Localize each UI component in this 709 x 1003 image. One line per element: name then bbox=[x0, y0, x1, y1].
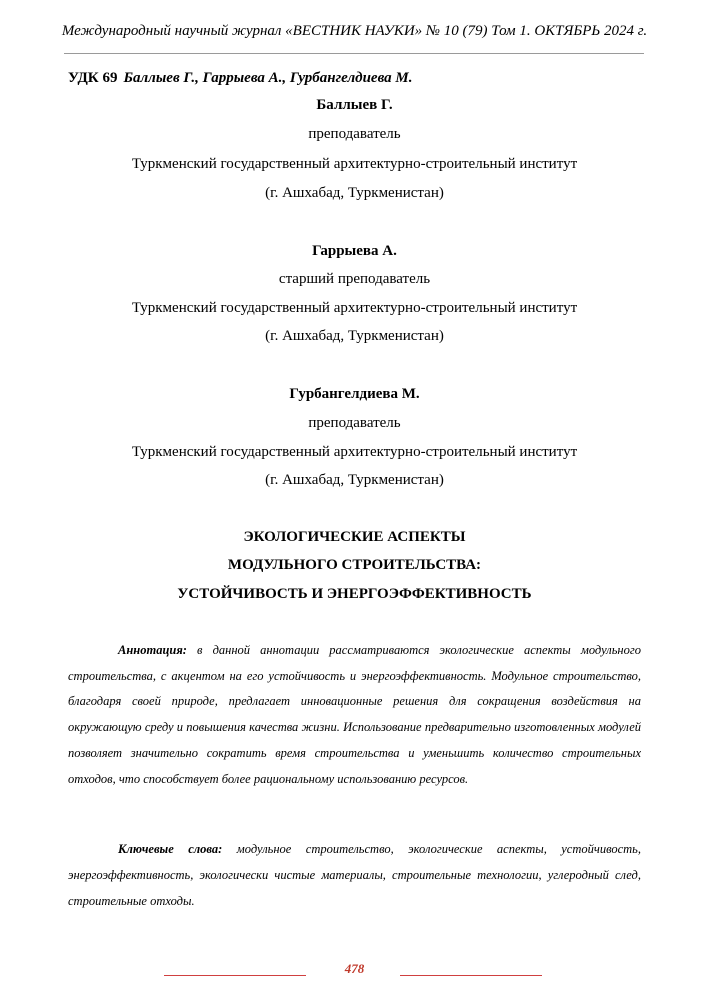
author-1-name: Баллыев Г. bbox=[316, 97, 393, 113]
page-number: 478 bbox=[344, 961, 365, 976]
keywords-paragraph bbox=[68, 836, 641, 914]
abstract-paragraph bbox=[68, 638, 641, 792]
udk-line bbox=[68, 68, 413, 88]
abstract-label: Аннотация: bbox=[118, 643, 187, 657]
abstract-text: в данной аннотации рассматриваются экологические аспекты модульного строительства, с акцентом на его устойчивость и энергоэффективность. Модульное строительство, благодаря своей природе, предлагает инновационные решения для сокращения воздействия на окружающую среду и повышения качества жизни. Использование предварительно изготовленных модулей позволяет значительно сократить время строительства и уменьшить количество строительных отходов, что способствует более рациональному использованию ресурсов. bbox=[68, 643, 641, 786]
author-2-name: Гаррыева А. bbox=[312, 243, 397, 259]
keywords-text: модульное строительство, экологические аспекты, устойчивость, энергоэффективность, экологически чистые материалы, строительные технологии, углеродный след, строительные отходы. bbox=[68, 842, 641, 908]
author-3-location: (г. Ашхабад, Туркменистан) bbox=[265, 472, 444, 488]
journal-running-header: Международный научный журнал «ВЕСТНИК НАУКИ» № 10 (79) Том 1. ОКТЯБРЬ 2024 г. bbox=[61, 23, 648, 39]
author-3-position: преподаватель bbox=[308, 415, 401, 431]
udk-authors: Баллыев Г., Гаррыева А., Гурбангелдиева М. bbox=[123, 70, 413, 86]
article-title-line-3: УСТОЙЧИВОСТЬ И ЭНЕРГОЭФФЕКТИВНОСТЬ bbox=[177, 586, 532, 602]
author-2-institution: Туркменский государственный архитектурно-строительный институт bbox=[131, 300, 578, 316]
author-2-location: (г. Ашхабад, Туркменистан) bbox=[265, 328, 444, 344]
author-1-position: преподаватель bbox=[308, 126, 401, 142]
article-title-line-2: МОДУЛЬНОГО СТРОИТЕЛЬСТВА: bbox=[227, 557, 482, 573]
udk-code: УДК 69 bbox=[68, 70, 118, 86]
author-3-name: Гурбангелдиева М. bbox=[289, 386, 420, 402]
header-divider bbox=[64, 53, 644, 54]
keywords-label: Ключевые слова: bbox=[118, 842, 223, 856]
footer-rule-right bbox=[400, 975, 542, 976]
author-1-location: (г. Ашхабад, Туркменистан) bbox=[265, 185, 444, 201]
author-2-position: старший преподаватель bbox=[278, 271, 431, 287]
author-3-institution: Туркменский государственный архитектурно-строительный институт bbox=[131, 444, 578, 460]
article-title-line-1: ЭКОЛОГИЧЕСКИЕ АСПЕКТЫ bbox=[243, 529, 466, 545]
author-1-institution: Туркменский государственный архитектурно-строительный институт bbox=[131, 156, 578, 172]
